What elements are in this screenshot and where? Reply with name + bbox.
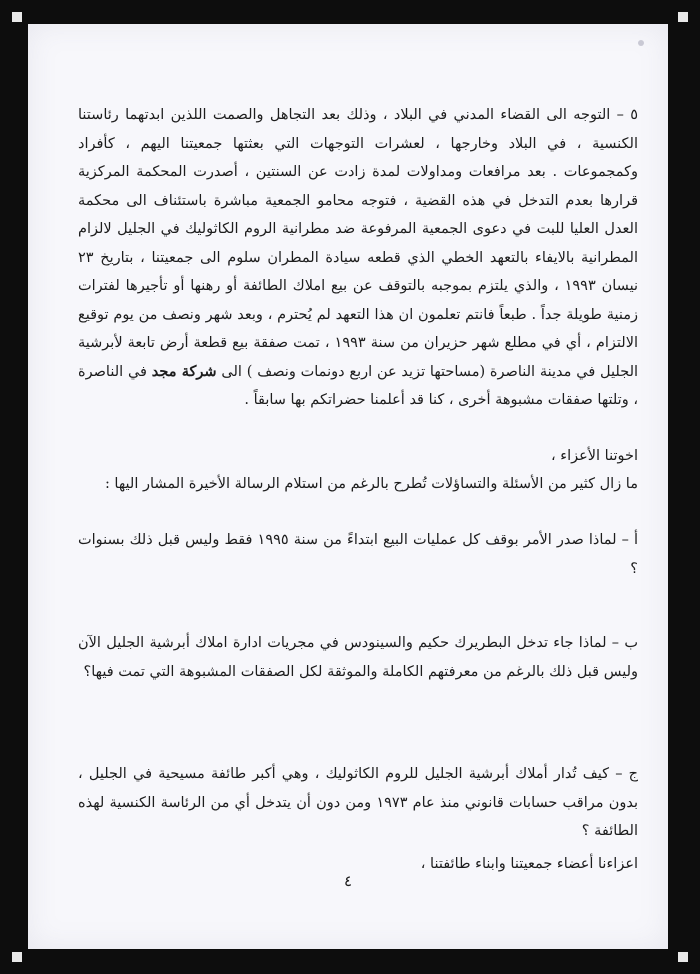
document-page	[28, 24, 668, 949]
registration-mark-top-right	[678, 12, 688, 22]
greeting-block	[78, 442, 638, 498]
page-number: ٤	[343, 872, 353, 890]
registration-mark-bottom-right	[678, 952, 688, 962]
punch-hole-mark	[638, 40, 644, 46]
closing-line: اعزاءنا أعضاء جمعيتنا وابناء طائفتنا ،	[420, 856, 638, 872]
paragraph-5	[78, 101, 638, 415]
questions-intro: ما زال كثير من الأسئلة والتساؤلات تُطرح بالرغم من استلام الرسالة الأخيرة المشار اليها :	[104, 476, 638, 492]
greeting-line: اخوتنا الأعزاء ،	[550, 448, 638, 464]
paragraph-5-tail: في الناصرة ، وتلتها صفقات مشبوهة أخرى ، كنا قد أعلمنا حضراتكم بها سابقاً .	[78, 363, 638, 408]
paragraph-5-body: ٥ – التوجه الى القضاء المدني في البلاد ، وذلك بعد التجاهل والصمت اللذين ابدتهما رئاستنا الكنسية ، في البلاد وخارجها ، لعشرات التوجهات التي بعثتها جمعيتنا اليهم ، كأفراد وكمجموعات . بعد مرافعات ومداولات لمدة زادت عن السنتين ، أصدرت المحكمة المركزية قرارها بعدم التدخل في هذه القضية ، فتوجه محامو الجمعية مباشرة باستئناف الى محكمة العدل العليا للبت في دعوى الجمعية المرفوعة ضد مطرانية الروم الكاثوليك في الجليل لالزام المطرانية بالايفاء بالتعهد الخطي الذي قطعه سيادة المطران سلوم الى جمعيتنا ، بتاريخ ٢٣ نيسان ١٩٩٣ ، والذي يلتزم بموجبه بالتوقف عن بيع املاك الطائفة أو رهنها أو تأجيرها لفترات زمنية طويلة جداً . طبعاً فانتم تعلمون ان هذا التعهد لم يُحترم ، وبعد شهر ونصف من يوم توقيع الالتزام ، أي في مطلع شهر حزيران من سنة ١٩٩٣ ، تمت صفقة بيع قطعة أرض تابعة لأبرشية الجليل في مدينة الناصرة (مساحتها تزيد عن اربع دونمات ونصف ) الى	[78, 107, 639, 380]
registration-mark-bottom-left	[12, 952, 22, 962]
question-c: ج – كيف تُدار أملاك أبرشية الجليل للروم الكاثوليك ، وهي أكبر طائفة مسيحية في الجليل ، بدون مراقب حسابات قانوني منذ عام ١٩٧٣ ومن دون أن يتدخل أي من الرئاسة الكنسية لهذه الطائفة ؟	[78, 766, 638, 839]
registration-mark-top-left	[12, 12, 22, 22]
question-a: أ – لماذا صدر الأمر بوقف كل عمليات البيع ابتداءً من سنة ١٩٩٥ فقط وليس قبل ذلك بسنوات ؟	[78, 532, 638, 577]
question-b: ب – لماذا جاء تدخل البطريرك حكيم والسينودس في مجريات ادارة املاك أبرشية الجليل الآن وليس قبل ذلك بالرغم من معرفتهم الكاملة والموثقة لكل الصفقات المشبوهة التي تمت فيها؟	[78, 635, 638, 680]
company-name: شركة مجد	[151, 362, 217, 380]
